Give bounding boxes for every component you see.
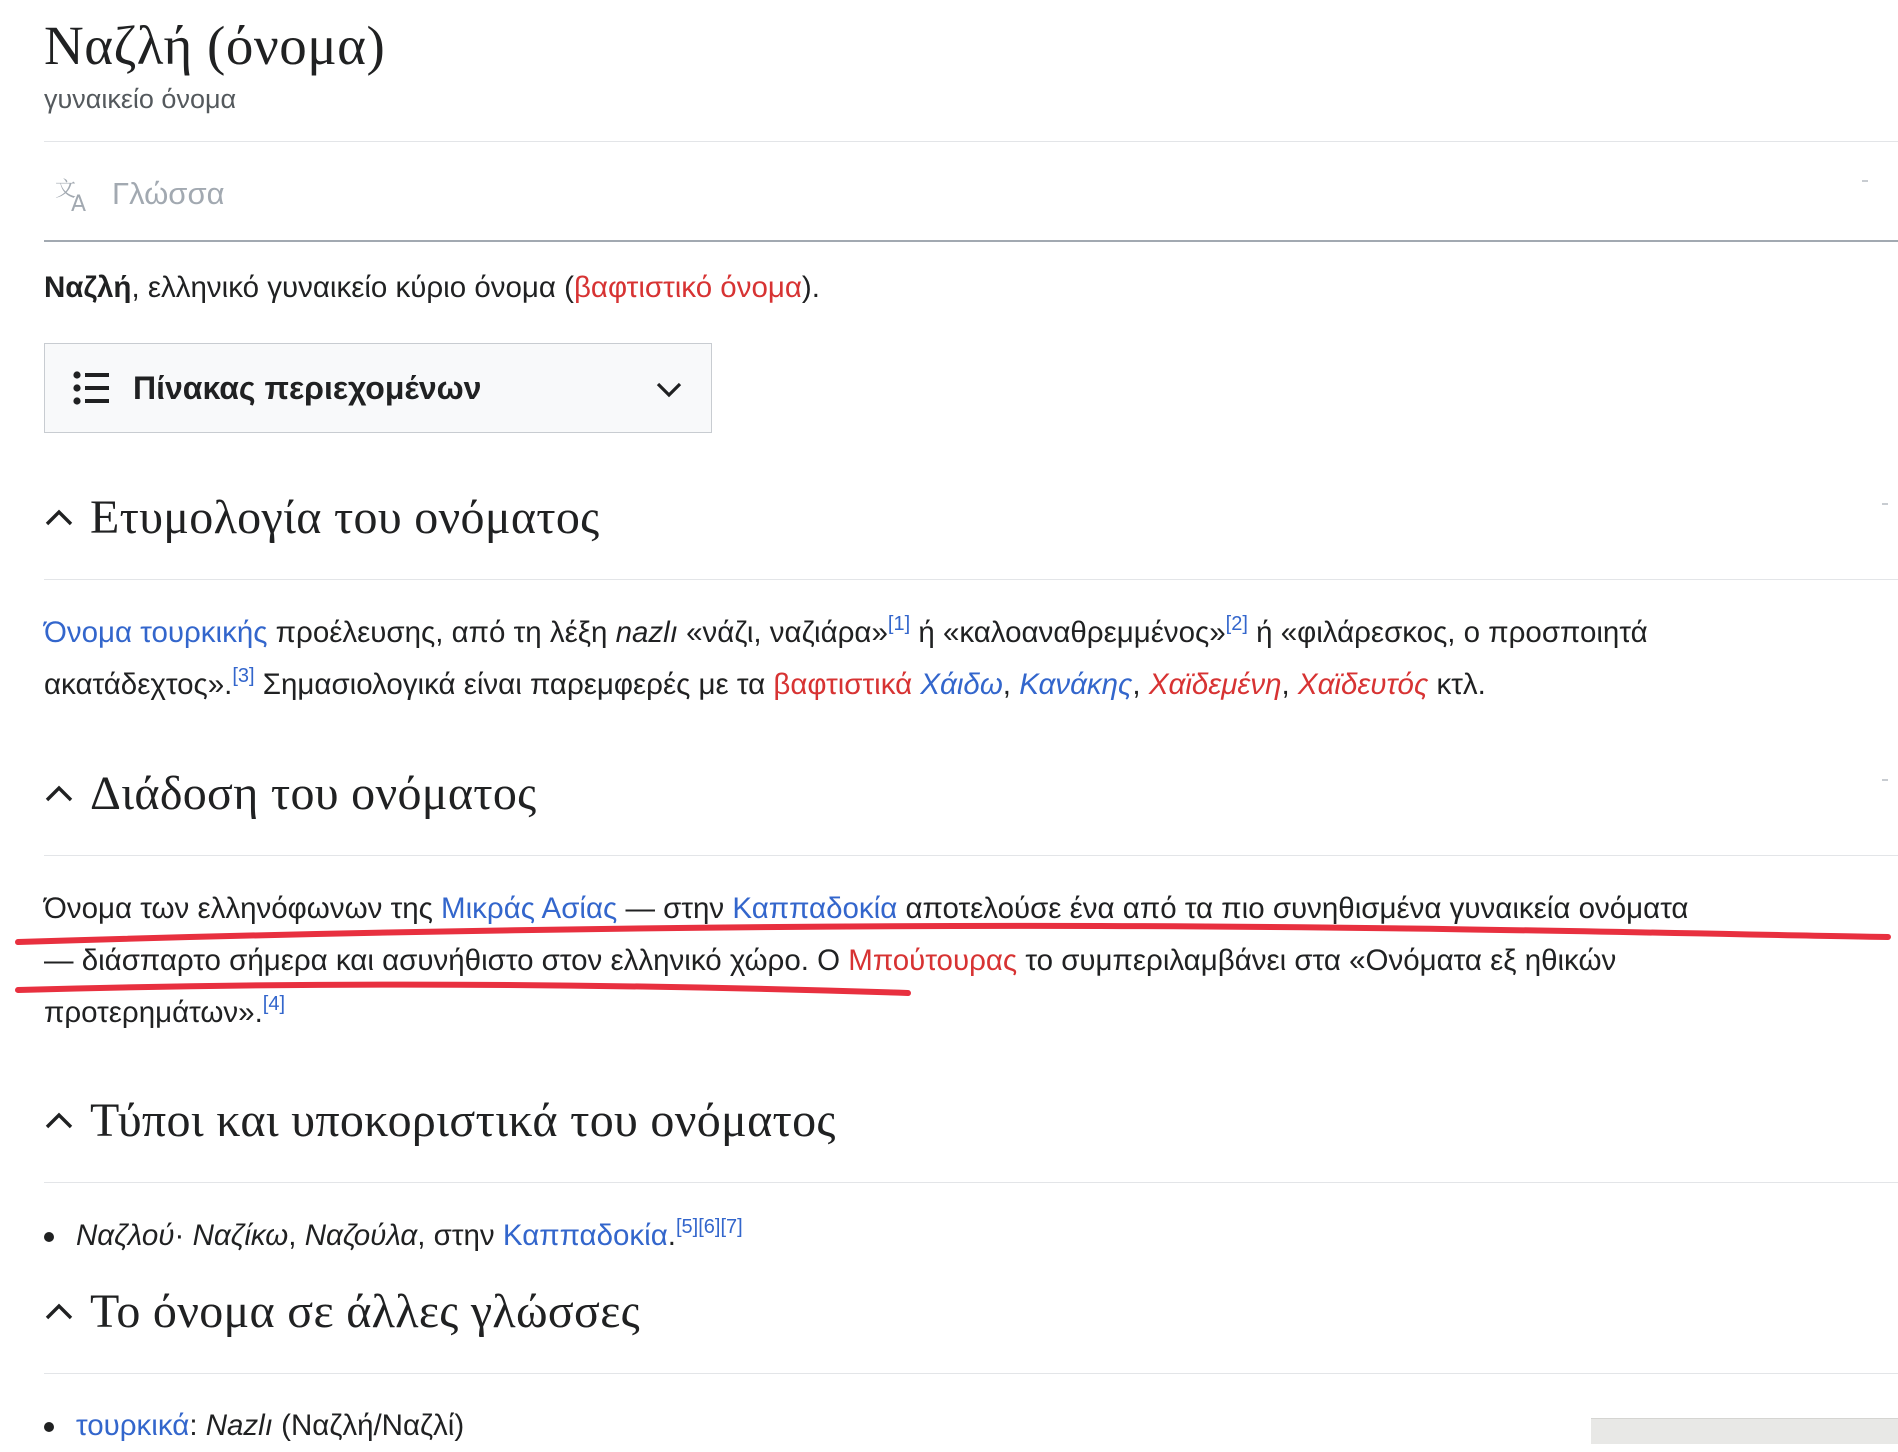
- chevron-up-icon[interactable]: [44, 1110, 74, 1132]
- table-of-contents[interactable]: [44, 343, 712, 433]
- chevron-up-icon[interactable]: [44, 783, 74, 805]
- ref-2[interactable]: [2]: [1225, 613, 1248, 635]
- distribution-paragraph-line1: Όνομα των ελληνόφωνων της Μικράς Ασίας — στην Καππαδοκία αποτελούσε ένα από τα πιο συνηθισμένα γυναικεία ονόματα: [44, 892, 1689, 925]
- svg-text:A: A: [71, 192, 87, 214]
- intro-paragraph: Ναζλή, ελληνικό γυναικείο κύριο όνομα (βαφτιστικό όνομα).: [44, 271, 820, 304]
- list-icon: [73, 370, 111, 406]
- page-subtitle: γυναικείο όνομα: [44, 84, 237, 114]
- chevron-up-icon[interactable]: [44, 507, 74, 529]
- list-item: Ναζλού· Ναζίκω, Ναζούλα, στην Καππαδοκία.[5][6][7]: [44, 1210, 743, 1262]
- divider: [44, 141, 1898, 142]
- section-heading-etymology[interactable]: Ετυμολογία του ονόματος: [44, 490, 600, 545]
- link-turkish-origin[interactable]: Όνομα τουρκικής: [44, 616, 268, 649]
- link-haidemeni[interactable]: Χαϊδεμένη: [1148, 668, 1282, 701]
- divider: [44, 855, 1898, 856]
- ref-4[interactable]: [4]: [262, 993, 286, 1015]
- edge-mark: [1862, 180, 1868, 182]
- link-baptismal-names[interactable]: βαφτιστικά: [773, 668, 913, 701]
- bullet-dot: [44, 1232, 54, 1242]
- chevron-down-icon[interactable]: [655, 380, 683, 400]
- link-asia-minor[interactable]: Μικράς Ασίας: [441, 892, 618, 925]
- refs-5-6-7[interactable]: [5][6][7]: [675, 1216, 743, 1238]
- language-button[interactable]: [54, 172, 225, 216]
- section-heading-other-languages[interactable]: Το όνομα σε άλλες γλώσσες: [44, 1284, 640, 1339]
- ref-1[interactable]: [1]: [887, 613, 911, 635]
- chevron-up-icon[interactable]: [44, 1301, 74, 1323]
- edge-mark: [1882, 503, 1888, 505]
- distribution-paragraph-line2: — διάσπαρτο σήμερα και ασυνήθιστο στον ελληνικό χώρο. Ο Μπούτουρας το συμπεριλαμβάνει στα «Ονόματα εξ ηθικών: [44, 944, 1617, 977]
- divider: [44, 1182, 1898, 1183]
- intro-bold-name: Ναζλή: [44, 271, 132, 304]
- bullet-dot: [44, 1422, 54, 1432]
- list-item: τουρκικά: Nazlı (Ναζλή/Ναζλί): [44, 1400, 464, 1452]
- section-heading-forms[interactable]: Τύποι και υποκοριστικά του ονόματος: [44, 1093, 836, 1148]
- link-haido[interactable]: Χάιδω: [920, 668, 1003, 701]
- svg-text:文: 文: [55, 177, 76, 201]
- page-title: Ναζλή (όνομα): [44, 15, 386, 76]
- link-turkish[interactable]: τουρκικά: [76, 1409, 190, 1442]
- distribution-paragraph-line3: προτερημάτων».[4]: [44, 993, 286, 1029]
- link-kanakis[interactable]: Κανάκης: [1019, 668, 1133, 701]
- etymology-paragraph-line1: Όνομα τουρκικής προέλευσης, από τη λέξη nazlı «νάζι, ναζιάρα»[1] ή «καλοαναθρεμμένος»[2] ή «φιλάρεσκος, ο προσποιητά: [44, 613, 1648, 649]
- toc-label: Πίνακας περιεχομένων: [133, 369, 482, 406]
- link-boutouras[interactable]: Μπούτουρας: [848, 944, 1018, 977]
- divider: [44, 240, 1898, 242]
- link-baptismal-name[interactable]: βαφτιστικό όνομα: [573, 271, 802, 304]
- divider: [44, 579, 1898, 580]
- edge-mark: [1882, 779, 1888, 781]
- divider: [44, 1373, 1898, 1374]
- link-cappadocia[interactable]: Καππαδοκία: [502, 1219, 668, 1252]
- link-haideftos[interactable]: Χαϊδευτός: [1297, 668, 1429, 701]
- translate-icon: [54, 174, 94, 214]
- section-heading-distribution[interactable]: Διάδοση του ονόματος: [44, 766, 536, 821]
- link-cappadocia[interactable]: Καππαδοκία: [732, 892, 898, 925]
- language-label: Γλώσσα: [112, 176, 225, 211]
- etymology-paragraph-line2: ακατάδεχτος».[3] Σημασιολογικά είναι παρεμφερές με τα βαφτιστικά Χάιδω, Κανάκης, Χαϊδεμένη, Χαϊδευτός κτλ.: [44, 665, 1486, 701]
- ref-3[interactable]: [3]: [232, 665, 255, 687]
- image-thumbnail[interactable]: [1591, 1418, 1898, 1444]
